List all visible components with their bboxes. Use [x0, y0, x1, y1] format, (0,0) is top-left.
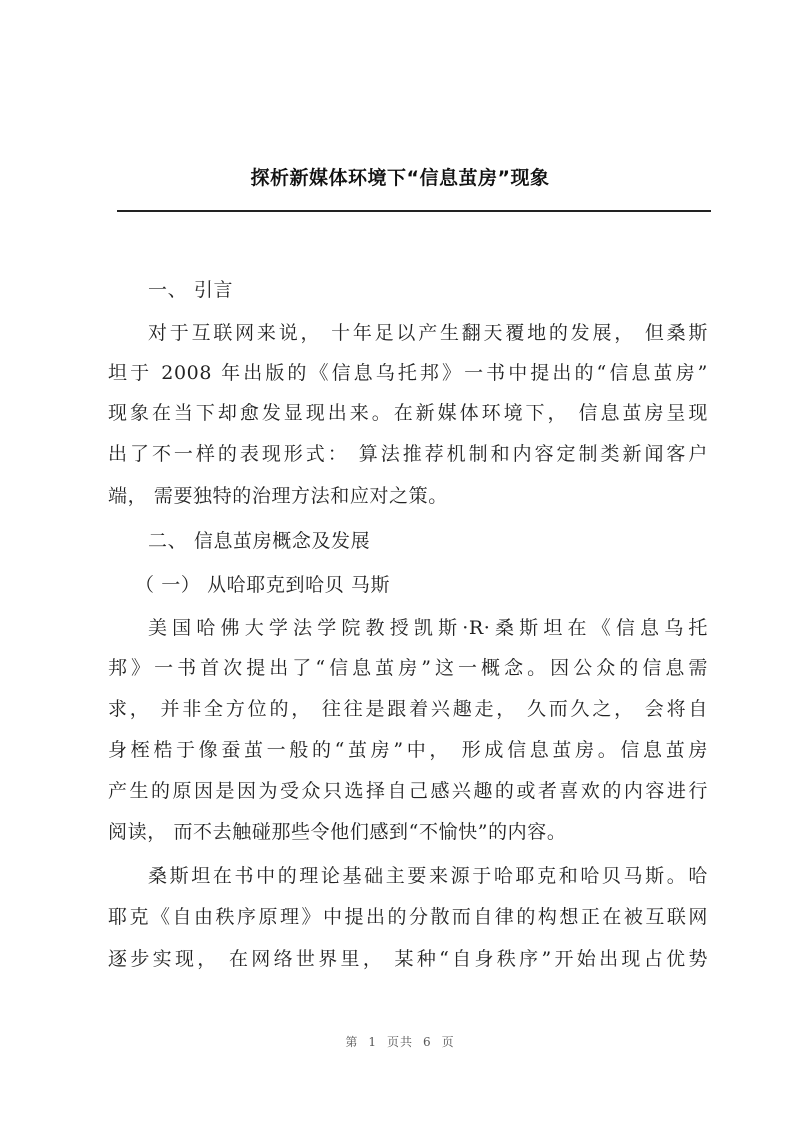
paragraph-line: 产生的原因是因为受众只选择自己感兴趣的或者喜欢的内容进行 [108, 780, 708, 802]
paragraph-line: 逐步实现， 在网络世界里， 某种“自身秩序”开始出现占优势 [108, 948, 708, 970]
paragraph-line: 坦于 2008 年出版的《信息乌托邦》一书中提出的“信息茧房” [108, 362, 708, 384]
footer-suffix: 页 [441, 1035, 455, 1049]
footer-middle: 页共 [386, 1035, 413, 1049]
footer-prefix: 第 [345, 1035, 359, 1049]
paragraph-line: 身桎梏于像蚕茧一般的“茧房”中， 形成信息茧房。信息茧房 [108, 739, 708, 761]
heading-introduction: 一、 引言 [148, 279, 234, 301]
subheading-hayek-habermas: （ 一） 从哈耶克到哈贝 马斯 [135, 574, 391, 596]
paragraph-line: 求， 并非全方位的， 往往是跟着兴趣走， 久而久之， 会将自 [108, 698, 708, 720]
paragraph-line: 桑斯坦在书中的理论基础主要来源于哈耶克和哈贝马斯。哈 [148, 865, 708, 887]
footer-total-pages: 6 [423, 1035, 432, 1049]
paragraph-line: 现象在当下却愈发显现出来。在新媒体环境下， 信息茧房呈现 [108, 402, 708, 424]
paragraph-line: 阅读， 而不去触碰那些令他们感到“不愉快”的内容。 [108, 821, 567, 843]
paragraph-line: 耶克《自由秩序原理》中提出的分散而自律的构想正在被互联网 [108, 906, 708, 928]
paragraph-line: 端， 需要独特的治理方法和应对之策。 [108, 485, 448, 507]
page-footer [0, 1033, 800, 1050]
paragraph-line: 出了不一样的表现形式： 算法推荐机制和内容定制类新闻客户 [108, 443, 708, 465]
paragraph-line: 美国哈佛大学法学院教授凯斯·R·桑斯坦在《信息乌托 [148, 617, 708, 639]
document-title: 探析新媒体环境下“信息茧房”现象 [250, 167, 550, 189]
heading-concept: 二、 信息茧房概念及发展 [148, 530, 371, 552]
title-underline [117, 210, 711, 212]
footer-page-number: 1 [368, 1035, 377, 1049]
paragraph-line: 对于互联网来说， 十年足以产生翻天覆地的发展， 但桑斯 [148, 322, 708, 344]
paragraph-line: 邦》一书首次提出了“信息茧房”这一概念。因公众的信息需 [108, 657, 708, 679]
